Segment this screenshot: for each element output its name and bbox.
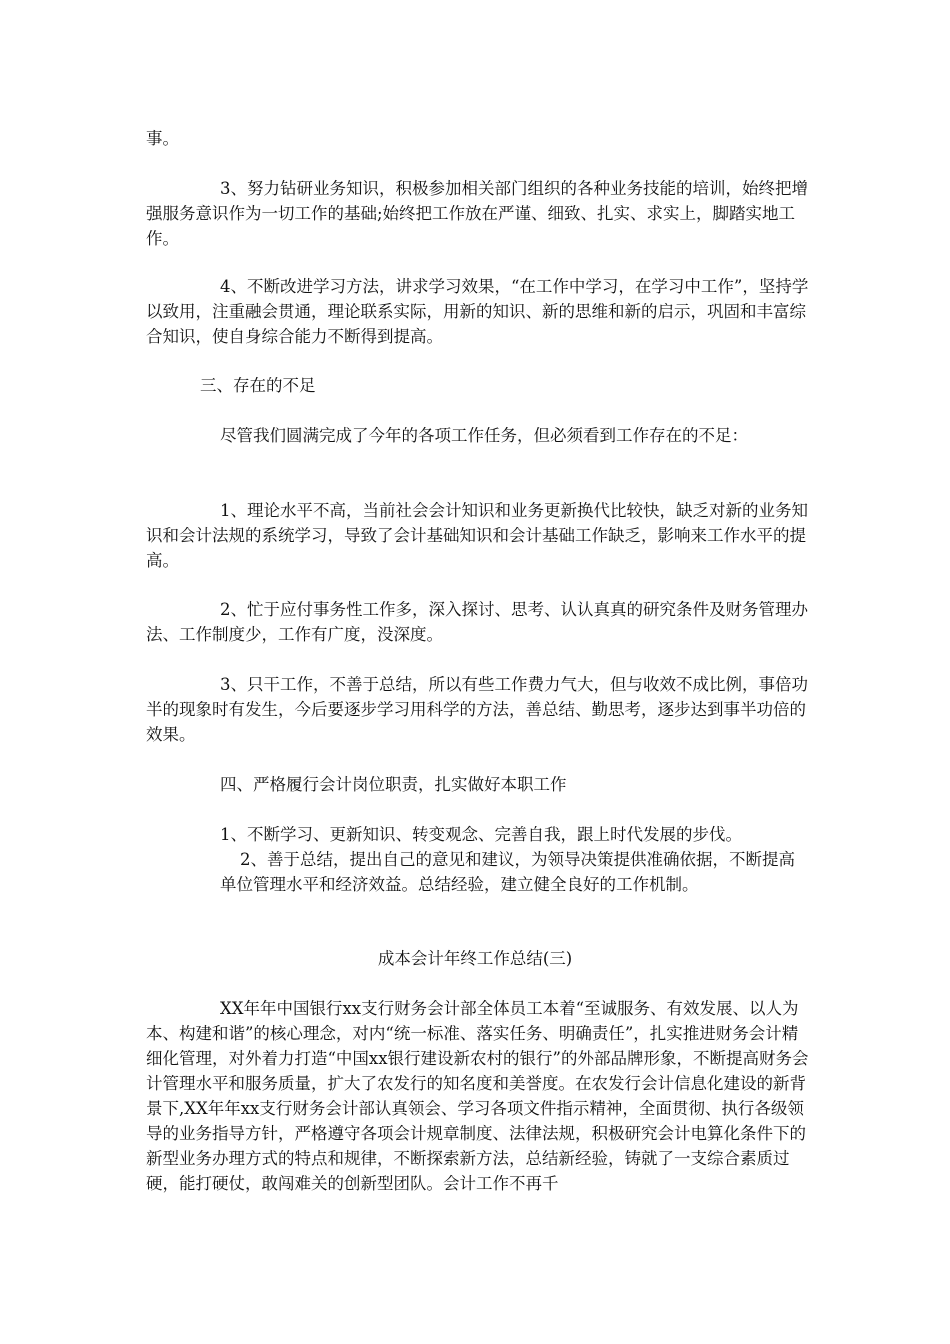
section-heading-3: 三、存在的不足 — [200, 376, 316, 395]
paragraph-fragment: 事。 — [146, 129, 179, 148]
section-title-3: 成本会计年终工作总结(三) — [377, 949, 573, 968]
paragraph-3: 3、努力钻研业务知识，积极参加相关部门组织的各种业务技能的培训，始终把增强服务意识作为一切工作的基础;始终把工作放在严谨、细致、扎实、求实上，脚踏实地工作。 — [146, 179, 808, 248]
duty-1: 1、不断学习、更新知识、转变观念、完善自我，跟上时代发展的步伐。 — [220, 825, 742, 844]
deficiency-2: 2、忙于应付事务性工作多，深入探讨、思考、认认真真的研究条件及财务管理办法、工作制度少，工作有广度，没深度。 — [146, 600, 808, 644]
paragraph-4: 4、不断改进学习方法，讲求学习效果，“在工作中学习，在学习中工作”，坚持学以致用，注重融会贯通，理论联系实际，用新的知识、新的思维和新的启示，巩固和丰富综合知识，使自身综合能力不断得到提高。 — [146, 277, 809, 346]
section-heading-4: 四、严格履行会计岗位职责，扎实做好本职工作 — [220, 775, 567, 794]
deficiency-1: 1、理论水平不高，当前社会会计知识和业务更新换代比较快，缺乏对新的业务知识和会计法规的系统学习，导致了会计基础知识和会计基础工作缺乏，影响来工作水平的提高。 — [146, 501, 808, 570]
duty-2: 2、善于总结，提出自己的意见和建议，为领导决策提供准确依据，不断提高单位管理水平和经济效益。总结经验，建立健全良好的工作机制。 — [220, 850, 795, 894]
deficiency-3: 3、只干工作，不善于总结，所以有些工作费力气大，但与收效不成比例，事倍功半的现象时有发生，今后要逐步学习用科学的方法，善总结、勤思考，逐步达到事半功倍的效果。 — [146, 675, 808, 744]
body-paragraph-3: XX年年中国银行xx支行财务会计部全体员工本着“至诚服务、有效发展、以人为本、构建和谐”的核心理念，对内“统一标准、落实任务、明确责任”，扎实推进财务会计精细化管理，对外着力打造“中国xx银行建设新农村的银行”的外部品牌形象，不断提高财务会计管理水平和服务质量，扩大了农发行的知名度和美誉度。在农发行会计信息化建设的新背景下,XX年年xx支行财务会计部认真领会、学习各项文件指示精神，全面贯彻、执行各级领导的业务指导方针，严格遵守各项会计规章制度、法律法规，积极研究会计电算化条件下的新型业务办理方式的特点和规律，不断探索新方法，总结新经验，铸就了一支综合素质过硬，能打硬仗，敢闯难关的创新型团队。会计工作不再千 — [146, 999, 809, 1193]
paragraph-intro: 尽管我们圆满完成了今年的各项工作任务，但必须看到工作存在的不足： — [220, 426, 748, 445]
